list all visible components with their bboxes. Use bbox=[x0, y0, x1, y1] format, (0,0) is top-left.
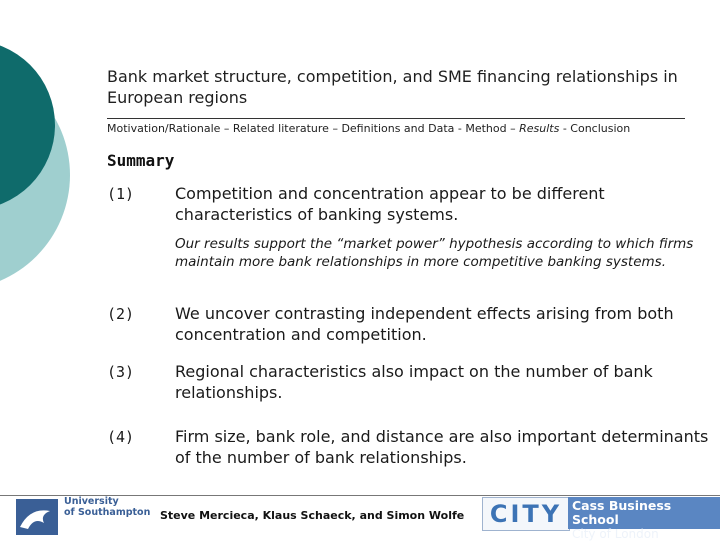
nav-after: - Conclusion bbox=[559, 122, 631, 135]
nav-current-section: Results bbox=[519, 122, 560, 135]
nav-before: Motivation/Rationale – Related literature – Definitions and Data - Method – bbox=[107, 122, 520, 135]
city-logo bbox=[482, 497, 570, 531]
point-number: (4) bbox=[107, 428, 135, 446]
southampton-wordmark bbox=[64, 497, 150, 518]
section-navigation bbox=[107, 122, 707, 136]
point-number: (3) bbox=[107, 363, 135, 381]
point-number: (1) bbox=[107, 185, 135, 203]
point-text: We uncover contrasting independent effects arising from both concentration and competition. bbox=[175, 304, 674, 344]
slide-title: Bank market structure, competition, and SME financing relationships in European regions bbox=[107, 67, 678, 107]
point-note: Our results support the “market power” hypothesis according to which firms maintain more bank relationships in more competitive banking systems. bbox=[175, 236, 694, 270]
southampton-line1: University bbox=[64, 496, 119, 507]
cass-business-school-logo bbox=[568, 497, 720, 541]
decorative-circles bbox=[0, 0, 80, 290]
city-logo-text: CITY bbox=[489, 500, 563, 528]
authors: Steve Mercieca, Klaus Schaeck, and Simon Wolfe bbox=[160, 509, 465, 522]
southampton-line2: of Southampton bbox=[64, 506, 151, 518]
cass-line2: City of London bbox=[572, 527, 659, 541]
summary-heading: Summary bbox=[107, 151, 175, 170]
point-number: (2) bbox=[107, 305, 135, 323]
point-text: Regional characteristics also impact on the number of bank relationships. bbox=[175, 362, 653, 402]
cass-line1: Cass Business School bbox=[572, 498, 672, 527]
point-text: Competition and concentration appear to be different characteristics of banking systems. bbox=[175, 184, 605, 224]
title-divider bbox=[107, 118, 685, 119]
point-text: Firm size, bank role, and distance are also important determinants of the number of bank relationships. bbox=[175, 427, 709, 467]
